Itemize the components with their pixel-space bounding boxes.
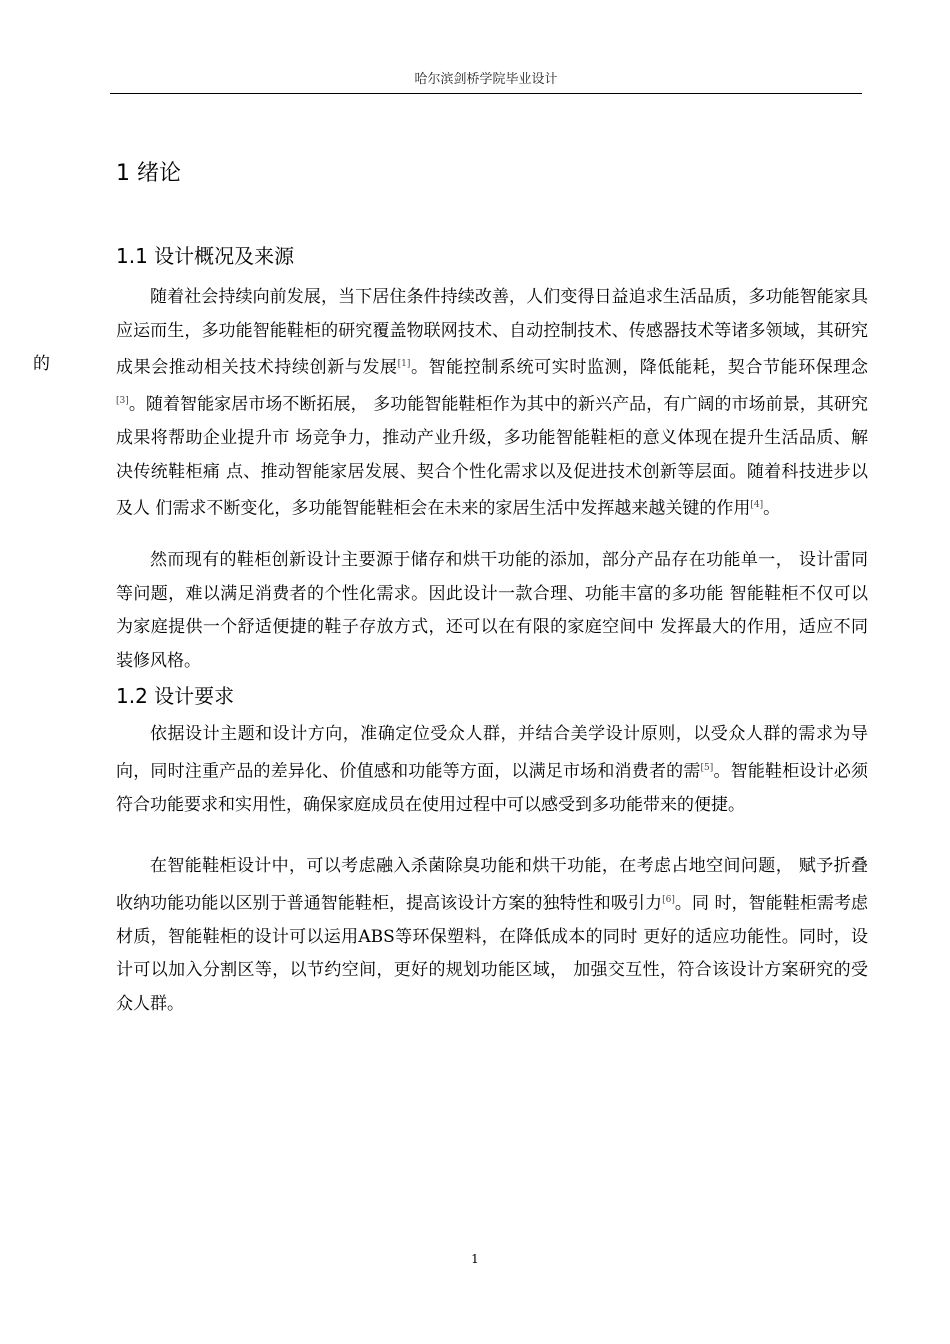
section-1-1-paragraph-2: 然而现有的鞋柜创新设计主要源于储存和烘干功能的添加，部分产品存在功能单一， 设计雷同等问题，难以满足消费者的个性化需求。因此设计一款合理、功能丰富的多功能 智能鞋柜不仅可以为家庭提供一个舒适便捷的鞋子存放方式，还可以在有限的家庭空间中 发挥最大的作用，适应不同装修风格。 [116,550,868,671]
citation-ref[interactable]: [3] [116,396,129,407]
page-header: 哈尔滨剑桥学院毕业设计 [110,68,862,94]
section-1-2-paragraph-1 [116,718,868,822]
paragraph-text: 。同 时，智能鞋柜需考虑材质，智能鞋柜的设计可以运用ABS等环保塑料，在降低成本的同时 更好的适应功能性。同时，设计可以加入分割区等，以节约空间，更好的规划功能区域， 加强交互性，符合该设计方案研究的受众人群。 [116,893,869,1014]
section-1-1-title: 1.1 设计概况及来源 [116,244,295,268]
citation-ref[interactable]: [5] [700,762,714,773]
chapter-title: 1 绪论 [116,161,181,186]
section-1-2-paragraph-2 [116,850,868,1021]
citation-ref[interactable]: [4] [750,500,764,511]
paragraph-text: 。智能鞋柜设计必须符合功能要求和实用性，确保家庭成员在使用过程中可以感受到多功能带来的便捷。 [116,761,869,815]
paragraph-text: 随着社会持续向前发展，当下居住条件持续改善，人们变得日益追求生活品质，多功能智能家具应运而生，多功能智能鞋柜的研究覆盖物联网技术、自动控制技术、传感器技术等诸多领域，其研究成果会推动相关技术持续创新与发展 [116,287,868,378]
section-1-1-paragraph-1 [116,281,868,526]
paragraph-text: 在智能鞋柜设计中，可以考虑融入杀菌除臭功能和烘干功能，在考虑占地空间问题， 赋予折叠收纳功能功能以区别于普通智能鞋柜，提高该设计方案的独特性和吸引力 [116,856,868,914]
citation-ref[interactable]: [1] [397,359,411,369]
page-number: 1 [471,1252,479,1266]
section-1-2-title: 1.2 设计要求 [116,684,235,708]
paragraph-text: 依据设计主题和设计方向，准确定位受众人群，并结合美学设计原则，以受众人群的需求为导向，同时注重产品的差异化、价值感和功能等方面，以满足市场和消费者的需 [116,724,868,782]
citation-ref[interactable]: [6] [662,894,675,905]
paragraph-text: 。 [763,498,781,519]
margin-stray-character: 的 [33,354,50,374]
paragraph-text: 。智能控制系统可实时监测，降低能耗，契合节能环保理念 [410,357,869,378]
paragraph-text: 。随着智能家居市场不断拓展， 多功能智能鞋柜作为其中的新兴产品，有广阔的市场前景，其研究成果将帮助企业提升市 场竞争力，推动产业升级，多功能智能鞋柜的意义体现在提升生活品质、解决传统鞋柜痛 点、推动智能家居发展、契合个性化需求以及促进技术创新等层面。随着科技进步以及人 们需求不断变化，多功能智能鞋柜会在未来的家居生活中发挥越来越关键的作用 [116,394,868,519]
